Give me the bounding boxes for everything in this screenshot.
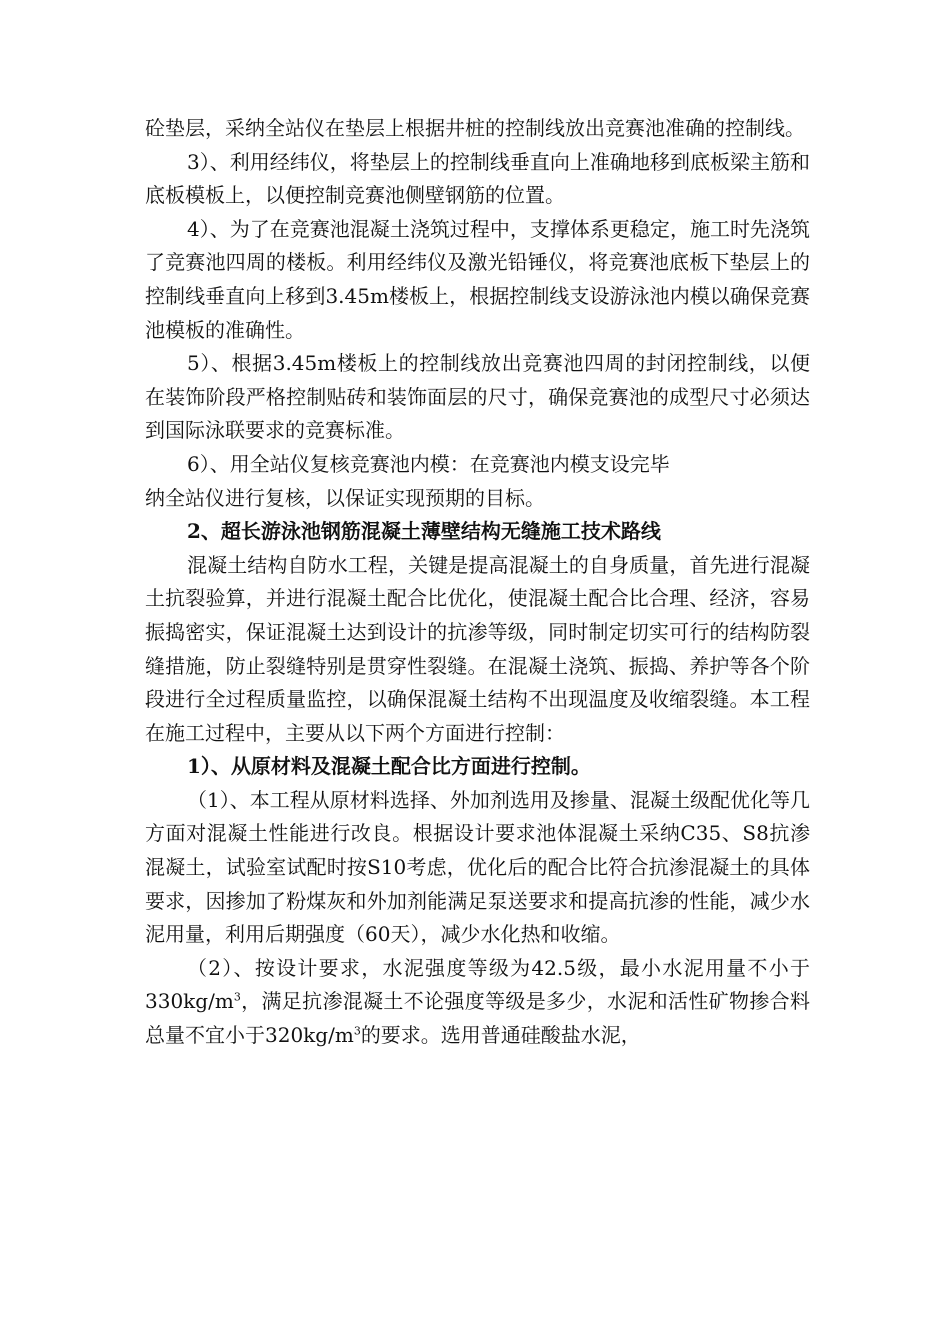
paragraph-step-3: 3）、利用经纬仪，将垫层上的控制线垂直向上准确地移到底板梁主筋和底板模板上，以便控制竞赛池侧壁钢筋的位置。: [145, 149, 810, 208]
paragraph-intro-continuation: 砼垫层，采纳全站仪在垫层上根据井桩的控制线放出竞赛池准确的控制线。: [145, 116, 805, 140]
item-2-text-c: 的要求。选用普通硅酸盐水泥，: [360, 1023, 641, 1048]
document-page: [145, 112, 810, 1053]
superscript-cubed: 3: [353, 1024, 361, 1038]
subsection-1-heading: 1）、从原材料及混凝土配合比方面进行控制。: [187, 754, 591, 779]
item-2-text-b: ，满足抗渗混凝土不论强度等级是多少，水泥和活性矿物掺合料总量不宜小于320kg/m: [145, 989, 810, 1048]
subsection-1-item-1: （1）、本工程从原材料选择、外加剂选用及掺量、混凝土级配优化等几方面对混凝土性能进行改良。根据设计要求池体混凝土采纳C35、S8抗渗混凝土，试验室试配时按S10考虑，优化后的配合比符合抗渗混凝土的具体要求，因掺加了粉煤灰和外加剂能满足泵送要求和提高抗渗的性能，减少水泥用量，利用后期强度（60天），减少水化热和收缩。: [145, 787, 810, 947]
item-2-text-a: （2）、按设计要求，水泥强度等级为42.5级，最小水泥用量不小于330kg/m: [145, 955, 810, 1014]
paragraph-step-6-line-1: 6）、用全站仪复核竞赛池内模：在竞赛池内模支设完毕: [187, 451, 670, 476]
section-2-body: 混凝土结构自防水工程，关键是提高混凝土的自身质量，首先进行混凝土抗裂验算，并进行混凝土配合比优化，使混凝土配合比合理、经济，容易振捣密实，保证混凝土达到设计的抗渗等级，同时制定切实可行的结构防裂缝措施，防止裂缝特别是贯穿性裂缝。在混凝土浇筑、振捣、养护等各个阶段进行全过程质量监控，以确保混凝土结构不出现温度及收缩裂缝。本工程在施工过程中，主要从以下两个方面进行控制：: [145, 552, 810, 745]
paragraph-step-6-line-2: 纳全站仪进行复核，以保证实现预期的目标。: [145, 485, 545, 510]
subsection-1-item-2: [145, 952, 810, 1053]
superscript-cubed: 3: [233, 990, 241, 1004]
paragraph-step-5: 5）、根据3.45m楼板上的控制线放出竞赛池四周的封闭控制线，以便在装饰阶段严格控制贴砖和装饰面层的尺寸，确保竞赛池的成型尺寸必须达到国际泳联要求的竞赛标准。: [145, 351, 810, 443]
section-2-heading: 2、超长游泳池钢筋混凝土薄壁结构无缝施工技术路线: [187, 519, 661, 544]
paragraph-step-4: 4）、为了在竞赛池混凝土浇筑过程中，支撑体系更稳定，施工时先浇筑了竞赛池四周的楼板。利用经纬仪及激光铅锤仪，将竞赛池底板下垫层上的控制线垂直向上移到3.45m楼板上，根据控制线支设游泳池内模以确保竞赛池模板的准确性。: [145, 216, 810, 342]
